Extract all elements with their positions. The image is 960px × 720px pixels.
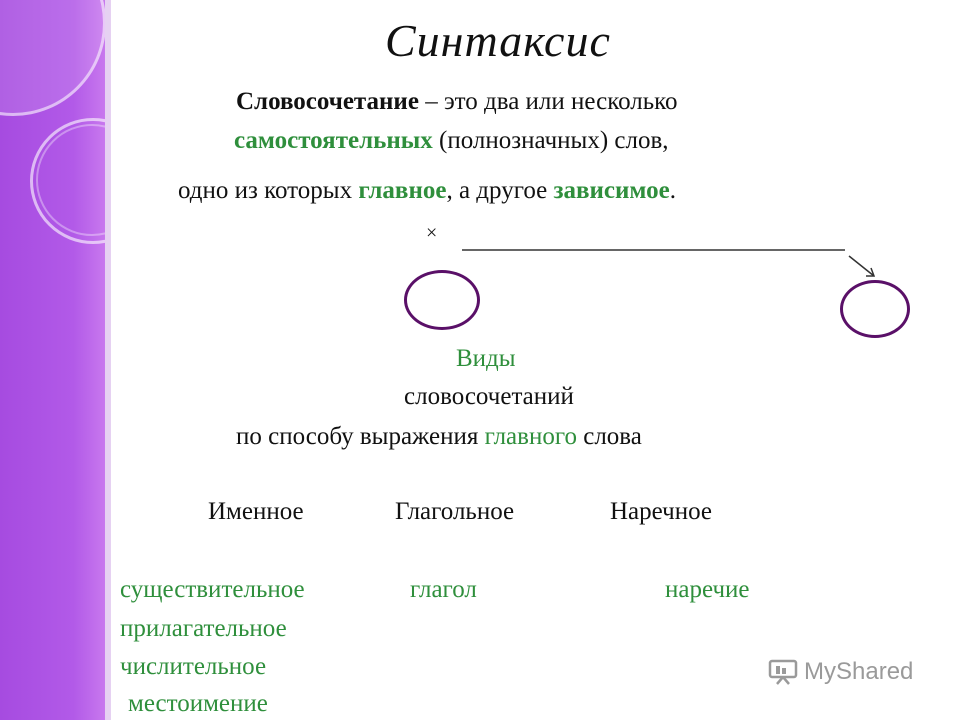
adverb-part-item: наречие bbox=[665, 576, 750, 603]
category-nominal: Именное bbox=[208, 498, 304, 525]
dependent-word: зависимое bbox=[553, 177, 670, 204]
term-word: Словосочетание bbox=[236, 88, 419, 115]
independent-word: самостоятельных bbox=[234, 127, 433, 154]
presentation-icon bbox=[768, 659, 798, 685]
scheme-arrow bbox=[849, 256, 874, 276]
main-word-cross-mark: × bbox=[426, 222, 438, 244]
main-word-highlight: главного bbox=[484, 423, 577, 450]
types-heading-line-1: Виды bbox=[456, 345, 516, 372]
watermark-text: MyShared bbox=[804, 658, 914, 685]
slide-title: Синтаксис bbox=[385, 15, 611, 66]
heading-text: по способу выражения bbox=[236, 423, 485, 450]
types-heading-line-3 bbox=[236, 423, 642, 451]
watermark-logo bbox=[768, 658, 913, 686]
main-word: главное bbox=[358, 177, 447, 204]
definition-text: (полнозначных) слов, bbox=[432, 127, 669, 154]
types-heading-line-2: словосочетаний bbox=[404, 383, 574, 410]
noun-part-item: местоимение bbox=[128, 690, 268, 717]
definition-text: . bbox=[669, 177, 676, 204]
category-adverbial: Наречное bbox=[610, 498, 712, 525]
main-word-circle bbox=[404, 270, 480, 330]
noun-part-item: существительное bbox=[120, 576, 305, 603]
dependent-word-circle bbox=[840, 280, 910, 338]
verb-part-item: глагол bbox=[410, 576, 477, 603]
heading-text: слова bbox=[576, 423, 642, 450]
noun-part-item: числительное bbox=[120, 653, 267, 680]
definition-text: – это два или несколько bbox=[418, 88, 678, 115]
definition-text: одно из которых bbox=[178, 177, 359, 204]
category-verbal: Глагольное bbox=[395, 498, 515, 525]
noun-part-item: прилагательное bbox=[120, 615, 287, 642]
definition-text: , а другое bbox=[446, 177, 554, 204]
